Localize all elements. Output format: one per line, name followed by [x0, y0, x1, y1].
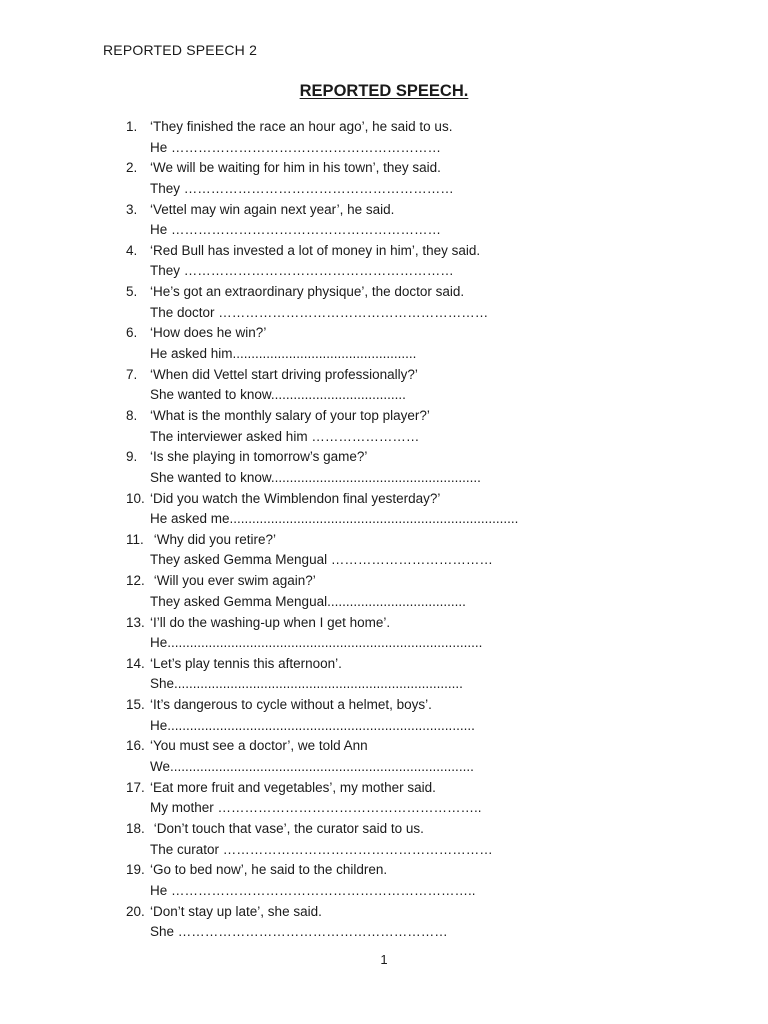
exercise-answer-line: She wanted to know........................................................ — [150, 469, 481, 485]
exercise-number: 2. — [126, 160, 138, 176]
exercise-item — [0, 282, 768, 323]
exercise-prompt: ‘What is the monthly salary of your top player?’ — [150, 408, 430, 424]
exercise-prompt: ‘Don’t stay up late’, she said. — [150, 903, 322, 919]
exercise-number: 8. — [126, 408, 138, 424]
exercise-number: 6. — [126, 325, 138, 341]
exercise-answer-line: She …………………………………………………… — [150, 924, 448, 940]
page-header: REPORTED SPEECH 2 — [103, 42, 258, 58]
exercise-answer-line: He …………………………………………………… — [150, 139, 442, 155]
exercise-item — [0, 736, 768, 777]
exercise-number: 14. — [126, 655, 145, 671]
exercise-answer-line: We................................................................................. — [150, 758, 474, 774]
exercise-answer-line: My mother ………………………………………………….. — [150, 800, 482, 816]
exercise-number: 10. — [126, 490, 145, 506]
exercise-number: 11. — [126, 531, 144, 547]
exercise-prompt: ‘When did Vettel start driving professionally?’ — [150, 366, 418, 382]
exercise-item — [0, 489, 768, 530]
exercise-item — [0, 860, 768, 901]
exercise-item — [0, 902, 768, 943]
exercise-answer-line: He ………………………………………………………….. — [150, 882, 476, 898]
exercise-number: 3. — [126, 201, 138, 217]
exercise-item — [0, 819, 768, 860]
exercise-prompt: ‘Don’t touch that vase’, the curator said to us. — [150, 821, 424, 837]
exercise-prompt: ‘Let’s play tennis this afternoon’. — [150, 655, 342, 671]
exercise-prompt: ‘How does he win?’ — [150, 325, 267, 341]
exercise-number: 19. — [126, 862, 145, 878]
exercise-number: 9. — [126, 449, 138, 465]
exercise-item — [0, 778, 768, 819]
exercise-number: 4. — [126, 242, 138, 258]
exercise-answer-line: He asked him................................................. — [150, 345, 417, 361]
exercise-answer-line: She............................................................................. — [150, 676, 463, 692]
exercise-prompt: ‘I’ll do the washing-up when I get home’. — [150, 614, 391, 630]
exercise-item — [0, 447, 768, 488]
exercise-prompt: ‘Is she playing in tomorrow’s game?’ — [150, 449, 368, 465]
exercise-answer-line: The doctor …………………………………………………… — [150, 304, 489, 320]
exercise-answer-line: He asked me............................................................................. — [150, 511, 519, 527]
exercise-number: 5. — [126, 284, 138, 300]
exercise-list — [0, 117, 768, 943]
exercise-number: 18. — [126, 821, 145, 837]
exercise-answer-line: They asked Gemma Mengual ……………………………… — [150, 552, 493, 568]
exercise-item — [0, 323, 768, 364]
exercise-answer-line: They …………………………………………………… — [150, 180, 454, 196]
exercise-number: 16. — [126, 738, 145, 754]
exercise-item — [0, 200, 768, 241]
exercise-prompt: ‘Did you watch the Wimblendon final yesterday?’ — [150, 490, 441, 506]
exercise-prompt: ‘We will be waiting for him in his town’, they said. — [150, 160, 441, 176]
exercise-prompt: ‘Go to bed now’, he said to the children. — [150, 862, 388, 878]
exercise-prompt: ‘They finished the race an hour ago’, he said to us. — [150, 119, 453, 134]
page-number: 1 — [380, 952, 388, 967]
exercise-prompt: ‘Red Bull has invested a lot of money in him’, they said. — [150, 242, 481, 258]
exercise-prompt: ‘Eat more fruit and vegetables’, my mother said. — [150, 779, 436, 795]
exercise-number: 15. — [126, 697, 145, 713]
exercise-answer-line: They asked Gemma Mengual..................................... — [150, 593, 466, 609]
exercise-number: 1. — [126, 119, 138, 134]
exercise-number: 12. — [126, 573, 145, 589]
exercise-item — [0, 158, 768, 199]
exercise-answer-line: He.................................................................................... — [150, 635, 483, 651]
exercise-number: 13. — [126, 614, 145, 630]
exercise-answer-line: She wanted to know.................................... — [150, 387, 406, 403]
exercise-answer-line: He.................................................................................. — [150, 717, 475, 733]
exercise-prompt: ‘Vettel may win again next year’, he said. — [150, 201, 395, 217]
exercise-number: 20. — [126, 903, 145, 919]
exercise-item — [0, 117, 768, 158]
exercise-item — [0, 365, 768, 406]
exercise-answer-line: The interviewer asked him …………………… — [150, 428, 420, 444]
worksheet-title: REPORTED SPEECH. — [299, 82, 469, 100]
exercise-prompt: ‘Will you ever swim again?’ — [150, 573, 316, 589]
exercise-answer-line: The curator …………………………………………………… — [150, 841, 493, 857]
exercise-number: 17. — [126, 779, 145, 795]
exercise-answer-line: They …………………………………………………… — [150, 263, 454, 279]
exercise-answer-line: He …………………………………………………… — [150, 222, 442, 238]
exercise-item — [0, 571, 768, 612]
exercise-prompt: ‘It’s dangerous to cycle without a helmet, boys’. — [150, 697, 432, 713]
exercise-prompt: ‘Why did you retire?’ — [150, 531, 277, 547]
exercise-item — [0, 654, 768, 695]
exercise-item — [0, 613, 768, 654]
exercise-item — [0, 241, 768, 282]
exercise-item — [0, 406, 768, 447]
exercise-number: 7. — [126, 366, 138, 382]
exercise-item — [0, 530, 768, 571]
exercise-item — [0, 695, 768, 736]
exercise-prompt: ‘You must see a doctor’, we told Ann — [150, 738, 368, 754]
exercise-prompt: ‘He’s got an extraordinary physique’, the doctor said. — [150, 284, 465, 300]
